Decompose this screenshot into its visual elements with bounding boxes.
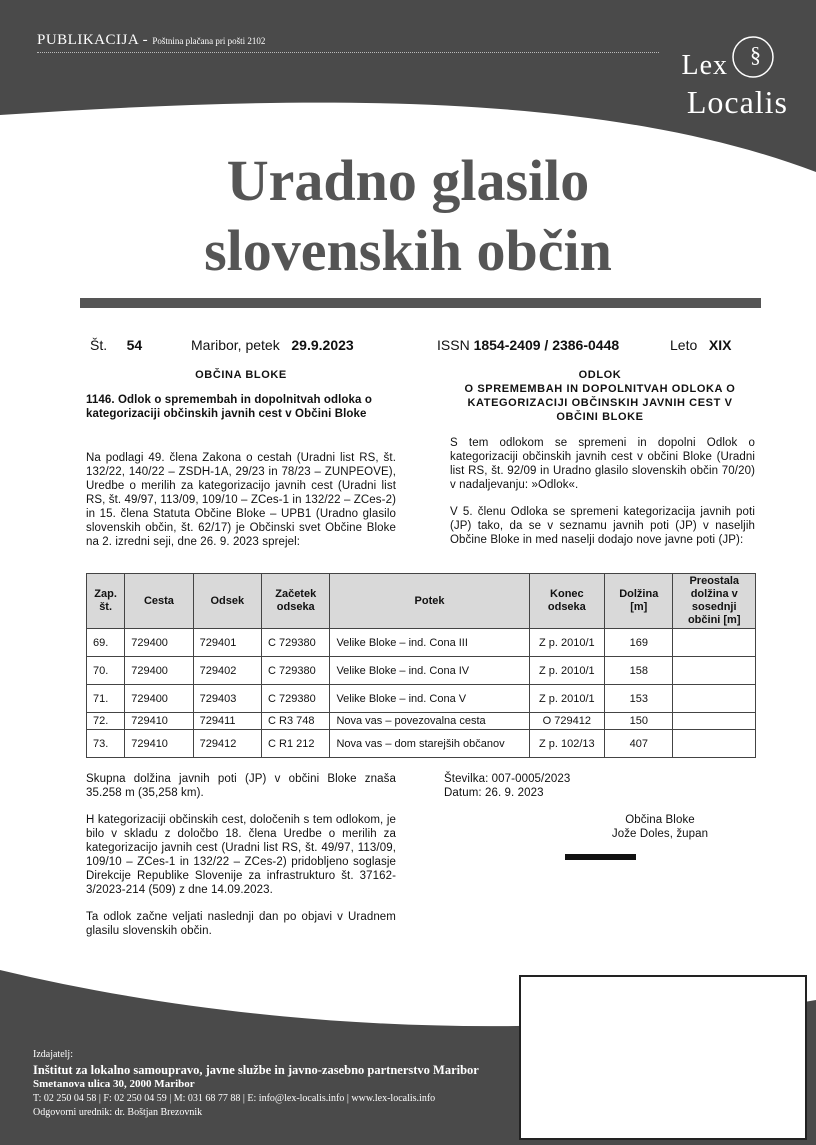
table-cell: 729402 — [193, 657, 261, 685]
table-cell: 729401 — [193, 629, 261, 657]
table-cell — [673, 685, 756, 713]
table-cell: C 729380 — [262, 657, 330, 685]
header-cell: Začetek odseka — [262, 574, 330, 629]
table-cell: 153 — [605, 685, 673, 713]
issn: ISSN 1854-2409 / 2386-0448 — [437, 337, 620, 353]
table-cell: 72. — [87, 713, 125, 730]
table-cell: Z p. 2010/1 — [529, 657, 604, 685]
table-cell: Z p. 2010/1 — [529, 629, 604, 657]
publisher-contacts: T: 02 250 04 58 | F: 02 250 04 59 | M: 031 68 77 88 | E: info@lex-localis.info | www.lex-localis.info — [33, 1092, 436, 1104]
validity-paragraph: Ta odlok začne veljati naslednji dan po objavi v Uradnem glasilu slovenskih občin. — [86, 911, 396, 937]
ordinance-para2: V 5. členu Odloka se spremeni kategorizacija javnih poti (JP) tako, da se v seznamu javnih poti (JP) v naseljih Občine Bloke in med naselji dodajo nove javne poti (JP): — [450, 506, 755, 546]
table-cell — [673, 657, 756, 685]
table-cell: C R1 212 — [262, 730, 330, 758]
table-cell: 729412 — [193, 730, 261, 758]
table-cell — [673, 713, 756, 730]
header-cell: Dolžina [m] — [605, 574, 673, 629]
header-cell: Odsek — [193, 574, 261, 629]
header-cell: Cesta — [125, 574, 193, 629]
table-cell: 169 — [605, 629, 673, 657]
blank-panel — [519, 975, 807, 1140]
document-number: Številka: 007-0005/2023 — [444, 773, 571, 785]
table-cell — [673, 629, 756, 657]
roads-table — [86, 573, 756, 758]
gazette-title — [0, 146, 816, 286]
table-cell: 729410 — [125, 713, 193, 730]
table-row — [87, 657, 756, 685]
postage-note: Poštnina plačana pri pošti 2102 — [152, 36, 266, 46]
lex-localis-logo — [658, 34, 788, 124]
table-cell: 729400 — [125, 629, 193, 657]
table-cell: C 729380 — [262, 629, 330, 657]
year: Leto XIX — [670, 337, 732, 353]
table-cell: 729410 — [125, 730, 193, 758]
table-cell: Velike Bloke – ind. Cona III — [330, 629, 529, 657]
issue-number: Št. 54 — [90, 337, 143, 353]
table-cell: 73. — [87, 730, 125, 758]
logo-line2: Localis — [686, 84, 788, 120]
table-cell: Velike Bloke – ind. Cona V — [330, 685, 529, 713]
table-cell: 729400 — [125, 657, 193, 685]
table-cell: 70. — [87, 657, 125, 685]
table-cell: Z p. 2010/1 — [529, 685, 604, 713]
act-heading: 1146. Odlok o spremembah in dopolnitvah odloka o kategorizaciji občinskih javnih cest v Občini Bloke — [86, 394, 372, 420]
table-cell: O 729412 — [529, 713, 604, 730]
table-row — [87, 730, 756, 758]
table-cell: Z p. 102/13 — [529, 730, 604, 758]
table-cell: 71. — [87, 685, 125, 713]
title-rule — [80, 298, 761, 308]
table-cell: C 729380 — [262, 685, 330, 713]
table-cell: Nova vas – dom starejših občanov — [330, 730, 529, 758]
issue-date: Maribor, petek 29.9.2023 — [191, 337, 354, 353]
table-cell: Nova vas – povezovalna cesta — [330, 713, 529, 730]
header-divider — [37, 52, 659, 53]
header-cell: Konec odseka — [529, 574, 604, 629]
ordinance-heading: ODLOK O SPREMEMBAH IN DOPOLNITVAH ODLOKA O KATEGORIZACIJI OBČINSKIH JAVNIH CEST V OBČINI BLOKE — [464, 369, 736, 423]
publisher-name: Inštitut za lokalno samoupravo, javne službe in javno-zasebno partnerstvo Maribor — [33, 1062, 479, 1077]
publisher-info — [33, 1048, 479, 1121]
signer-organization: Občina Bloke — [625, 814, 695, 826]
consent-paragraph: H kategorizaciji občinskih cest, določenih s tem odlokom, je bilo v skladu z določbo 18. člena Uredbe o merilih za kategorizacijo javnih cest (Uradni list RS, št. 49/97, 113/09, 109/10 – ZCes-1 in 132/22 – ZCes-2) pridobljeno soglasje Direkcije Republike Slovenije za infrastrukturo št. 37162-3/2023-214 (509) z dne 14.09.2023. — [86, 814, 396, 896]
title-line2: slovenskih občin — [204, 218, 612, 283]
title-line1: Uradno glasilo — [226, 148, 590, 213]
table-cell: Velike Bloke – ind. Cona IV — [330, 657, 529, 685]
ordinance-para1: S tem odlokom se spremeni in dopolni Odlok o kategorizaciji občinskih javnih cest v občini Bloke (Uradni list RS, št. 92/09 in Uradno glasilo slovenskih občin 70/20) v nadaljevanju: »Odlok«. — [450, 437, 755, 491]
table-cell: 407 — [605, 730, 673, 758]
preamble: Na podlagi 49. člena Zakona o cestah (Uradni list RS, št. 132/22, 140/22 – ZSDH-1A, 29/23 in 78/23 – ZUNPEOVE), Uredbe o merilih za kategorizacijo javnih cest (Uradni list RS, št. 49/97, 113/09, 109/10 – ZCes-1 in 132/22 – ZCes-2) in 15. člena Statuta Občine Bloke – UPB1 (Uradno glasilo slovenskih občin, št. 62/17) je Občinski svet Občine Bloke na 2. izredni seji, dne 26. 9. 2023 sprejel: — [86, 452, 396, 548]
publisher-address: Smetanova ulica 30, 2000 Maribor — [33, 1078, 195, 1090]
publisher-label: Izdajatelj: — [33, 1049, 73, 1060]
logo-symbol: § — [750, 42, 761, 67]
logo-line1: Lex — [681, 50, 728, 81]
table-cell: C R3 748 — [262, 713, 330, 730]
header-cell: Preostala dolžina v sosednji občini [m] — [673, 574, 756, 629]
signer-name: Jože Doles, župan — [611, 828, 709, 840]
table-cell: 729403 — [193, 685, 261, 713]
table-row — [87, 629, 756, 657]
table-header-row — [87, 574, 756, 629]
table-cell: 69. — [87, 629, 125, 657]
document-date: Datum: 26. 9. 2023 — [444, 787, 544, 799]
table-cell: 158 — [605, 657, 673, 685]
header-cell: Zap. št. — [87, 574, 125, 629]
publication-label: PUBLIKACIJA - Poštnina plačana pri pošti 2102 — [37, 32, 266, 48]
table-cell: 729400 — [125, 685, 193, 713]
municipality-heading: OBČINA BLOKE — [195, 369, 287, 381]
table-cell: 150 — [605, 713, 673, 730]
header-cell: Potek — [330, 574, 529, 629]
responsible-editor: Odgovorni urednik: dr. Boštjan Brezovnik — [33, 1107, 203, 1118]
table-row — [87, 713, 756, 730]
table-cell — [673, 730, 756, 758]
table-cell: 729411 — [193, 713, 261, 730]
table-row — [87, 685, 756, 713]
signature-redaction — [565, 854, 636, 860]
total-length: Skupna dolžina javnih poti (JP) v občini Bloke znaša 35.258 m (35,258 km). — [86, 773, 396, 799]
